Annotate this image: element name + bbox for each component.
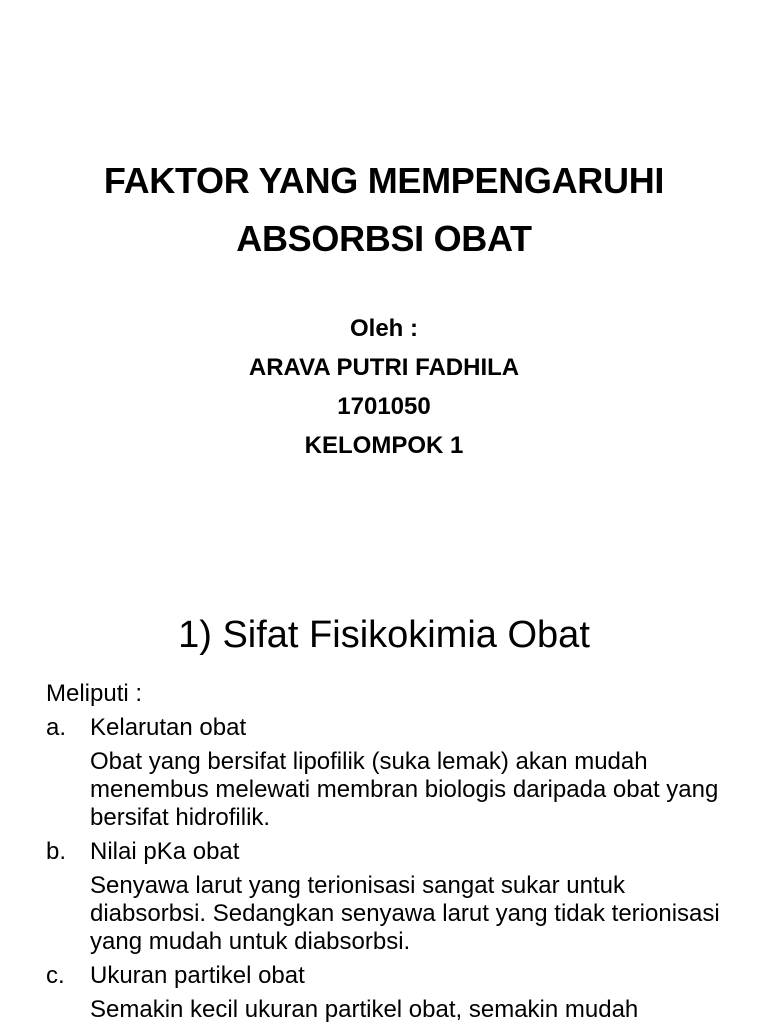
group-label: KELOMPOK 1	[304, 432, 464, 459]
item-heading: Kelarutan obat	[90, 714, 247, 741]
item-letter: b.	[46, 838, 67, 865]
title-line-1: FAKTOR YANG MEMPENGARUHI	[103, 160, 665, 201]
author-name: ARAVA PUTRI FADHILA	[248, 354, 520, 381]
item-heading: Nilai pKa obat	[90, 838, 240, 865]
section-title: 1) Sifat Fisikokimia Obat	[178, 614, 590, 656]
item-heading: Ukuran partikel obat	[90, 962, 305, 989]
author-block	[0, 309, 768, 465]
content-slide	[0, 576, 768, 1024]
list-item	[46, 962, 746, 1024]
student-id: 1701050	[337, 393, 431, 420]
by-label: Oleh :	[349, 315, 418, 342]
title-line-2: ABSORBSI OBAT	[236, 218, 532, 259]
item-description: Senyawa larut yang terionisasi sangat sukar untuk diabsorbsi. Sedangkan senyawa larut yang tidak terionisasi yang mudah untuk diabsorbsi.	[90, 872, 720, 955]
item-letter: c.	[46, 962, 65, 989]
presentation-title	[0, 152, 768, 268]
intro-text: Meliputi :	[46, 680, 143, 707]
item-letter: a.	[46, 714, 67, 741]
slide-body	[46, 680, 746, 1024]
list-item	[46, 714, 746, 832]
item-description: Obat yang bersifat lipofilik (suka lemak) akan mudah menembus melewati membran biologis daripada obat yang bersifat hidrofilik.	[90, 748, 719, 831]
item-description: Semakin kecil ukuran partikel obat, semakin mudah	[90, 996, 639, 1023]
list-item	[46, 838, 746, 956]
